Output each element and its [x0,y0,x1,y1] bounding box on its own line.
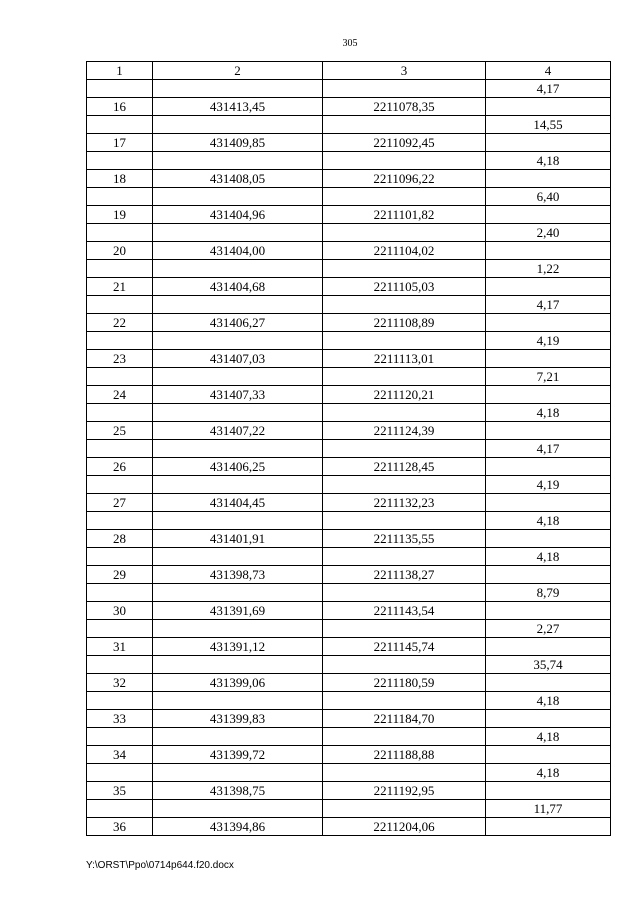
header-cell-distance: 4 [486,62,611,80]
point-number-cell: 21 [87,278,153,296]
y-coordinate-cell: 2211105,03 [323,278,486,296]
y-coordinate-cell: 2211096,22 [323,170,486,188]
y-coordinate-cell [323,620,486,638]
point-number-cell [87,800,153,818]
x-coordinate-cell [153,152,323,170]
x-coordinate-cell: 431404,96 [153,206,323,224]
x-coordinate-cell [153,620,323,638]
point-number-cell [87,728,153,746]
point-number-cell [87,368,153,386]
distance-cell [486,314,611,332]
distance-cell [486,134,611,152]
table-row [87,692,611,710]
table-row [87,656,611,674]
table-row [87,638,611,656]
y-coordinate-cell: 2211188,88 [323,746,486,764]
y-coordinate-cell [323,656,486,674]
table-body [87,80,611,836]
point-number-cell [87,296,153,314]
header-cell-x: 2 [153,62,323,80]
distance-cell [486,494,611,512]
y-coordinate-cell: 2211092,45 [323,134,486,152]
coordinates-table [86,61,611,836]
distance-cell: 8,79 [486,584,611,602]
x-coordinate-cell [153,440,323,458]
y-coordinate-cell [323,260,486,278]
x-coordinate-cell: 431407,33 [153,386,323,404]
distance-cell [486,386,611,404]
table-row [87,602,611,620]
distance-cell [486,746,611,764]
point-number-cell: 24 [87,386,153,404]
y-coordinate-cell [323,476,486,494]
x-coordinate-cell: 431399,72 [153,746,323,764]
table-row [87,206,611,224]
point-number-cell: 18 [87,170,153,188]
table-row [87,332,611,350]
point-number-cell: 34 [87,746,153,764]
distance-cell: 4,18 [486,764,611,782]
distance-cell [486,530,611,548]
y-coordinate-cell [323,332,486,350]
x-coordinate-cell: 431408,05 [153,170,323,188]
point-number-cell [87,260,153,278]
point-number-cell: 36 [87,818,153,836]
table-row [87,494,611,512]
table-row [87,98,611,116]
table-row [87,746,611,764]
table-row [87,386,611,404]
x-coordinate-cell: 431404,68 [153,278,323,296]
x-coordinate-cell: 431391,12 [153,638,323,656]
point-number-cell [87,80,153,98]
page-number: 305 [342,38,358,49]
x-coordinate-cell [153,188,323,206]
point-number-cell [87,404,153,422]
x-coordinate-cell [153,404,323,422]
table-row [87,476,611,494]
x-coordinate-cell: 431406,25 [153,458,323,476]
y-coordinate-cell: 2211101,82 [323,206,486,224]
x-coordinate-cell: 431394,86 [153,818,323,836]
distance-cell [486,242,611,260]
table-header-row [87,62,611,80]
distance-cell [486,350,611,368]
distance-cell [486,206,611,224]
distance-cell [486,674,611,692]
y-coordinate-cell [323,80,486,98]
header-cell-point-number: 1 [87,62,153,80]
table-row [87,134,611,152]
table-row [87,188,611,206]
table-row [87,458,611,476]
x-coordinate-cell: 431398,73 [153,566,323,584]
y-coordinate-cell: 2211180,59 [323,674,486,692]
table-row [87,800,611,818]
table-row [87,350,611,368]
y-coordinate-cell: 2211128,45 [323,458,486,476]
distance-cell: 4,19 [486,332,611,350]
y-coordinate-cell: 2211138,27 [323,566,486,584]
table-row [87,224,611,242]
y-coordinate-cell: 2211135,55 [323,530,486,548]
table-row [87,818,611,836]
point-number-cell [87,512,153,530]
x-coordinate-cell: 431391,69 [153,602,323,620]
x-coordinate-cell: 431413,45 [153,98,323,116]
x-coordinate-cell [153,584,323,602]
table-row [87,566,611,584]
table-row [87,764,611,782]
x-coordinate-cell: 431409,85 [153,134,323,152]
point-number-cell [87,332,153,350]
y-coordinate-cell [323,440,486,458]
table-row [87,512,611,530]
y-coordinate-cell: 2211113,01 [323,350,486,368]
distance-cell [486,458,611,476]
distance-cell: 4,19 [486,476,611,494]
y-coordinate-cell [323,512,486,530]
table-row [87,710,611,728]
x-coordinate-cell: 431404,45 [153,494,323,512]
point-number-cell [87,476,153,494]
distance-cell: 4,17 [486,440,611,458]
table-row [87,242,611,260]
point-number-cell [87,224,153,242]
x-coordinate-cell [153,296,323,314]
x-coordinate-cell [153,692,323,710]
point-number-cell [87,584,153,602]
x-coordinate-cell [153,512,323,530]
file-path-footer: Y:\ORST\Ppo\0714p644.f20.docx [86,860,234,871]
y-coordinate-cell: 2211120,21 [323,386,486,404]
point-number-cell: 32 [87,674,153,692]
y-coordinate-cell: 2211192,95 [323,782,486,800]
x-coordinate-cell [153,368,323,386]
point-number-cell [87,548,153,566]
table-row [87,422,611,440]
y-coordinate-cell: 2211145,74 [323,638,486,656]
distance-cell: 4,18 [486,404,611,422]
y-coordinate-cell [323,296,486,314]
y-coordinate-cell [323,224,486,242]
x-coordinate-cell: 431399,83 [153,710,323,728]
x-coordinate-cell: 431398,75 [153,782,323,800]
distance-cell: 4,17 [486,296,611,314]
y-coordinate-cell: 2211132,23 [323,494,486,512]
distance-cell [486,422,611,440]
distance-cell [486,818,611,836]
distance-cell [486,782,611,800]
x-coordinate-cell [153,224,323,242]
point-number-cell: 17 [87,134,153,152]
point-number-cell: 25 [87,422,153,440]
table-row [87,260,611,278]
distance-cell: 35,74 [486,656,611,674]
y-coordinate-cell [323,584,486,602]
table-row [87,116,611,134]
point-number-cell [87,152,153,170]
x-coordinate-cell [153,800,323,818]
distance-cell [486,602,611,620]
distance-cell: 7,21 [486,368,611,386]
point-number-cell: 31 [87,638,153,656]
y-coordinate-cell [323,116,486,134]
point-number-cell: 23 [87,350,153,368]
distance-cell: 14,55 [486,116,611,134]
distance-cell: 6,40 [486,188,611,206]
y-coordinate-cell: 2211143,54 [323,602,486,620]
point-number-cell [87,116,153,134]
table-row [87,296,611,314]
table-row [87,80,611,98]
y-coordinate-cell [323,692,486,710]
x-coordinate-cell [153,548,323,566]
point-number-cell: 35 [87,782,153,800]
table-row [87,530,611,548]
y-coordinate-cell: 2211108,89 [323,314,486,332]
point-number-cell [87,440,153,458]
distance-cell: 4,18 [486,548,611,566]
point-number-cell: 27 [87,494,153,512]
x-coordinate-cell [153,656,323,674]
distance-cell: 4,18 [486,152,611,170]
x-coordinate-cell [153,260,323,278]
x-coordinate-cell [153,332,323,350]
y-coordinate-cell: 2211078,35 [323,98,486,116]
table-row [87,152,611,170]
x-coordinate-cell: 431407,03 [153,350,323,368]
distance-cell [486,170,611,188]
x-coordinate-cell [153,764,323,782]
y-coordinate-cell [323,404,486,422]
x-coordinate-cell: 431407,22 [153,422,323,440]
distance-cell: 4,18 [486,728,611,746]
x-coordinate-cell: 431406,27 [153,314,323,332]
y-coordinate-cell: 2211124,39 [323,422,486,440]
x-coordinate-cell [153,116,323,134]
distance-cell [486,638,611,656]
table-row [87,440,611,458]
table-row [87,404,611,422]
x-coordinate-cell: 431401,91 [153,530,323,548]
table-row [87,548,611,566]
x-coordinate-cell [153,728,323,746]
point-number-cell [87,656,153,674]
distance-cell: 1,22 [486,260,611,278]
header-cell-y: 3 [323,62,486,80]
y-coordinate-cell [323,548,486,566]
distance-cell: 2,27 [486,620,611,638]
distance-cell: 4,18 [486,692,611,710]
distance-cell [486,566,611,584]
distance-cell: 2,40 [486,224,611,242]
point-number-cell [87,764,153,782]
y-coordinate-cell: 2211184,70 [323,710,486,728]
distance-cell [486,278,611,296]
point-number-cell [87,620,153,638]
distance-cell [486,98,611,116]
y-coordinate-cell [323,764,486,782]
point-number-cell: 30 [87,602,153,620]
table-row [87,674,611,692]
x-coordinate-cell: 431399,06 [153,674,323,692]
point-number-cell: 19 [87,206,153,224]
point-number-cell: 22 [87,314,153,332]
point-number-cell: 29 [87,566,153,584]
table-row [87,584,611,602]
table-row [87,782,611,800]
distance-cell [486,710,611,728]
table-row [87,314,611,332]
point-number-cell [87,188,153,206]
point-number-cell: 26 [87,458,153,476]
y-coordinate-cell [323,368,486,386]
table-row [87,278,611,296]
point-number-cell: 20 [87,242,153,260]
table-row [87,368,611,386]
y-coordinate-cell [323,152,486,170]
point-number-cell: 16 [87,98,153,116]
table-row [87,728,611,746]
distance-cell: 4,18 [486,512,611,530]
x-coordinate-cell: 431404,00 [153,242,323,260]
point-number-cell: 33 [87,710,153,728]
x-coordinate-cell [153,476,323,494]
y-coordinate-cell: 2211104,02 [323,242,486,260]
table-row [87,620,611,638]
point-number-cell [87,692,153,710]
distance-cell: 11,77 [486,800,611,818]
y-coordinate-cell [323,728,486,746]
y-coordinate-cell [323,188,486,206]
y-coordinate-cell: 2211204,06 [323,818,486,836]
distance-cell: 4,17 [486,80,611,98]
x-coordinate-cell [153,80,323,98]
table-row [87,170,611,188]
y-coordinate-cell [323,800,486,818]
point-number-cell: 28 [87,530,153,548]
